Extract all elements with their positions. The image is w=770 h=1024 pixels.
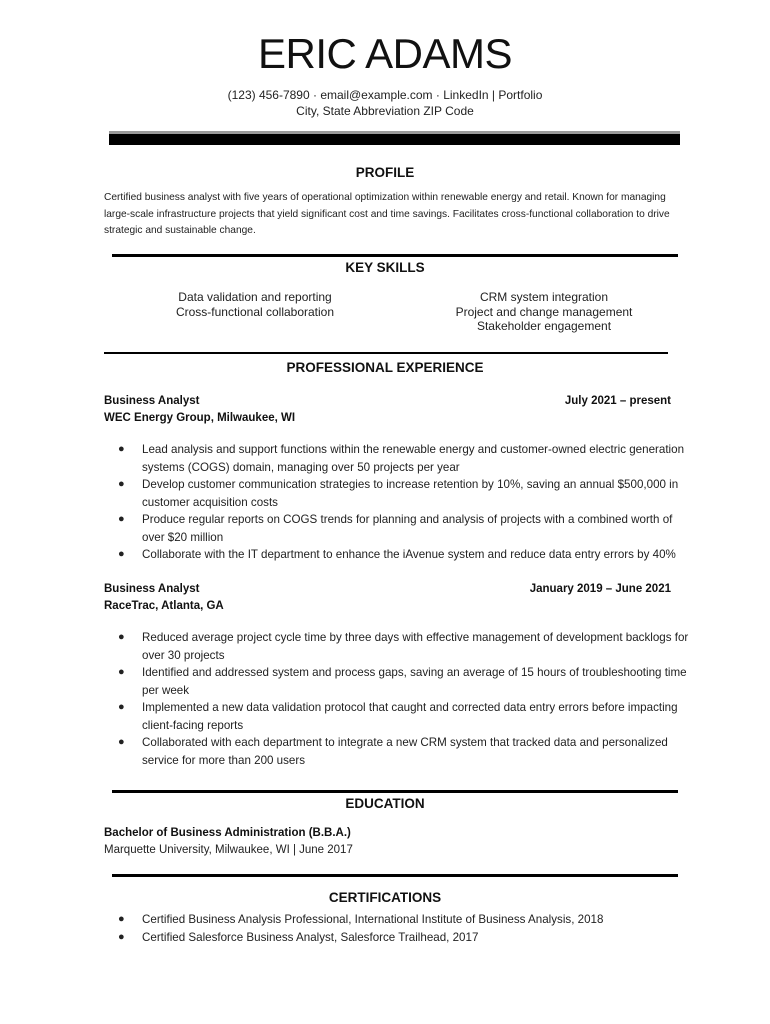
list-item <box>104 734 694 769</box>
skill-item: CRM system integration <box>479 290 609 304</box>
bullet-text: Develop customer communication strategies to increase retention by 10%, saving an annual $500,000 in customer acquisition costs <box>142 478 679 509</box>
bullet-icon: ● <box>118 913 125 925</box>
location-line: City, State Abbreviation ZIP Code <box>296 104 474 118</box>
list-item <box>104 546 694 564</box>
candidate-name: ERIC ADAMS <box>257 30 513 77</box>
job-bullets <box>104 629 694 769</box>
bullet-icon: ● <box>118 736 125 748</box>
section-divider <box>104 352 668 354</box>
list-item <box>104 911 694 929</box>
profile-summary: Certified business analyst with five years of operational optimization within renewable energy and retail. Known for managing large-scale infrastructure projects that yield significant cost and time savings. Facilitates cross-functional collaboration to drive strategic and sustainable change. <box>104 192 670 236</box>
list-item <box>104 699 694 734</box>
bullet-icon: ● <box>118 930 125 943</box>
list-item <box>104 441 694 476</box>
certification-text: Certified Business Analysis Professional, International Institute of Business Analysis, 2018 <box>142 913 604 926</box>
bullet-text: Collaborate with the IT department to enhance the iAvenue system and reduce data entry errors by 40% <box>142 548 676 561</box>
bullet-icon: ● <box>118 631 125 643</box>
bullet-text: Reduced average project cycle time by three days with effective management of development backlogs for over 30 projects <box>142 631 689 662</box>
experience-heading: PROFESSIONAL EXPERIENCE <box>286 360 484 375</box>
bullet-icon: ● <box>118 701 125 713</box>
bullet-icon: ● <box>118 478 125 490</box>
skill-item: Cross-functional collaboration <box>175 304 335 319</box>
profile-heading: PROFILE <box>355 165 415 180</box>
section-divider <box>112 874 678 877</box>
list-item <box>104 629 694 664</box>
education-school: Marquette University, Milwaukee, WI | June 2017 <box>104 844 353 856</box>
bullet-text: Implemented a new data validation protocol that caught and corrected data entry errors before impacting client-facing reports <box>142 701 678 732</box>
certifications-heading: CERTIFICATIONS <box>328 890 442 905</box>
job-title: Business Analyst <box>104 395 200 407</box>
education-degree: Bachelor of Business Administration (B.B.A.) <box>104 827 351 839</box>
skills-column-left <box>130 290 380 319</box>
skills-column-right <box>419 290 669 334</box>
education-heading: EDUCATION <box>345 796 425 811</box>
bullet-text: Produce regular reports on COGS trends for planning and analysis of projects with a combined worth of over $20 million <box>142 513 673 544</box>
certification-text: Certified Salesforce Business Analyst, Salesforce Trailhead, 2017 <box>142 930 479 944</box>
bullet-text: Collaborated with each department to integrate a new CRM system that tracked data and personalized service for more than 200 users <box>142 736 668 767</box>
job-dates: January 2019 – June 2021 <box>529 583 671 595</box>
skill-item: Stakeholder engagement <box>476 319 612 333</box>
section-divider <box>112 254 678 257</box>
job-title: Business Analyst <box>104 583 200 595</box>
certification-list <box>104 911 694 946</box>
bullet-icon: ● <box>118 666 125 678</box>
section-divider <box>112 790 678 793</box>
bullet-text: Lead analysis and support functions within the renewable energy and customer-owned electric generation systems (COGS) domain, managing over 50 projects per year <box>142 443 685 474</box>
skills-heading: KEY SKILLS <box>345 260 425 275</box>
contact-line: (123) 456-7890 · email@example.com · LinkedIn | Portfolio <box>227 88 543 102</box>
list-item <box>104 511 694 546</box>
bullet-icon: ● <box>118 548 125 560</box>
job-bullets <box>104 441 694 564</box>
header-rule <box>109 134 680 145</box>
skill-item: Project and change management <box>455 304 633 319</box>
job-company: WEC Energy Group, Milwaukee, WI <box>104 412 296 424</box>
bullet-text: Identified and addressed system and process gaps, saving an average of 15 hours of troubleshooting time per week <box>142 666 687 697</box>
job-company: RaceTrac, Atlanta, GA <box>104 600 224 612</box>
list-item <box>104 929 694 947</box>
job-dates: July 2021 – present <box>564 395 671 407</box>
list-item <box>104 664 694 699</box>
bullet-icon: ● <box>118 513 125 525</box>
bullet-icon: ● <box>118 443 125 455</box>
list-item <box>104 476 694 511</box>
skill-item: Data validation and reporting <box>178 290 332 304</box>
contact-block <box>0 87 770 119</box>
